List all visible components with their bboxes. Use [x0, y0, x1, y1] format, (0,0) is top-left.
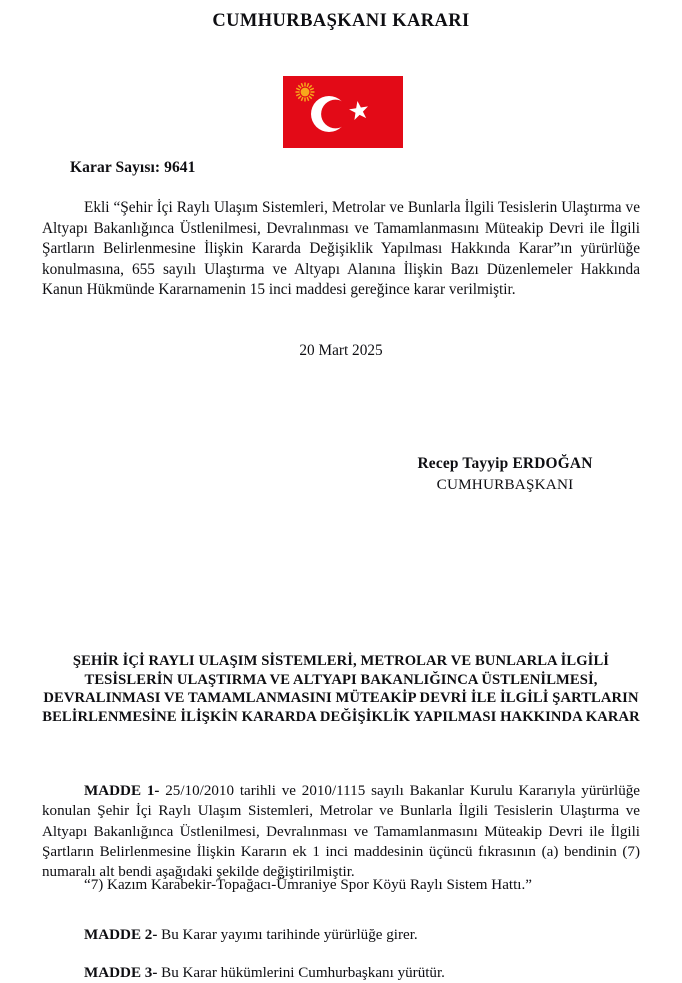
article-1 [42, 781, 640, 882]
decision-date: 20 Mart 2025 [299, 342, 383, 359]
signature-block [360, 453, 650, 495]
article-2 [42, 925, 640, 945]
turkish-flag-icon [283, 76, 403, 148]
decision-number: Karar Sayısı: 9641 [70, 159, 196, 176]
article-3-label: MADDE 3- [84, 965, 158, 982]
article-1-label: MADDE 1- [84, 783, 160, 800]
article-2-text: Bu Karar yayımı tarihinde yürürlüğe girer. [157, 927, 418, 944]
article-1-text: 25/10/2010 tarihli ve 2010/1115 sayılı Bakanlar Kurulu Kararıyla yürürlüğe konulan Şehir İçi Raylı Ulaşım Sistemleri, Metrolar ve Bunlarla İlgili Tesislerin Ulaştırma ve Altyapı Bakanlığınca Üstlenilmesi, Devralınması ve Tamamlanmasını Müteakip Devri ile İlgili Şartların Belirlenmesine İlişkin Kararın ek 1 inci maddesinin üçüncü fıkrasının (a) bendinin (7) numaralı alt bendi aşağıdaki şekilde değiştirilmiştir. [42, 783, 640, 881]
signatory-role: CUMHURBAŞKANI [436, 476, 574, 493]
article-3 [42, 963, 640, 983]
signatory-name: Recep Tayyip ERDOĞAN [417, 455, 593, 472]
regulation-heading: ŞEHİR İÇİ RAYLI ULAŞIM SİSTEMLERİ, METROLAR VE BUNLARLA İLGİLİ TESİSLERİN ULAŞTIRMA VE ALTYAPI BAKANLIĞINCA ÜSTLENİLMESİ, DEVRALINMASI VE TAMAMLANMASINI MÜTEAKİP DEVRİ İLE İLGİLİ ŞARTLARIN BELİRLENMESİNE İLİŞKİN KARARDA DEĞİŞİKLİK YAPILMASI HAKKINDA KARAR [42, 653, 640, 725]
turkish-flag [283, 76, 403, 148]
sun-motif [296, 83, 315, 102]
article-3-text: Bu Karar hükümlerini Cumhurbaşkanı yürütür. [157, 965, 445, 982]
quoted-amendment: “7) Kazım Karabekir-Topağacı-Ümraniye Spor Köyü Raylı Sistem Hattı.” [84, 877, 532, 893]
article-2-label: MADDE 2- [84, 927, 158, 944]
page-title: CUMHURBAŞKANI KARARI [212, 11, 470, 31]
intro-paragraph: Ekli “Şehir İçi Raylı Ulaşım Sistemleri, Metrolar ve Bunlarla İlgili Tesislerin Ulaştırma ve Altyapı Bakanlığınca Üstlenilmesi, Devralınması ve Tamamlanmasını Müteakip Devri ile İlgili Şartların Belirlenmesine İlişkin Kararda Değişiklik Yapılması Hakkında Karar”ın yürürlüğe konulmasına, 655 sayılı Ulaştırma ve Altyapı Alanına İlişkin Bazı Düzenlemeler Hakkında Kanun Hükmünde Kararnamenin 15 inci maddesi gereğince karar verilmiştir. [42, 199, 640, 298]
